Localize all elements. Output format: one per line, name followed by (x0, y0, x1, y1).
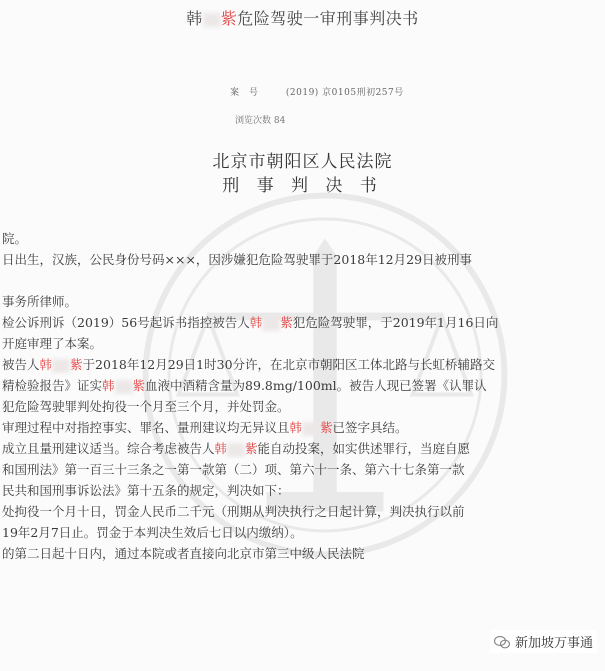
case-number (230, 85, 404, 98)
text-line (0, 459, 605, 480)
watermark-text: 新加坡万事通 (514, 636, 593, 651)
line-text: 被告人 (2, 357, 40, 372)
text-line (0, 417, 605, 438)
line-text: 犯危险驾驶罪判处拘役一个月至三个月，并处罚金。 (2, 399, 290, 414)
wechat-icon (494, 635, 510, 649)
line-text: 民共和国刑事诉讼法》第十五条的规定，判决如下： (2, 483, 290, 498)
text-line (0, 333, 605, 354)
defendant-name: 紫 (132, 378, 146, 393)
defendant-name: 紫 (320, 420, 333, 435)
defendant-name: 紫 (245, 441, 258, 456)
text-line (0, 375, 605, 396)
case-number-value: (2019) 京0105刑初257号 (285, 88, 404, 98)
line-text: 已签字具结。 (332, 420, 408, 435)
text-line (0, 270, 605, 291)
text-line (0, 312, 605, 333)
line-text: 事务所律师。 (2, 294, 78, 309)
line-text: 能自动投案，如实供述罪行，当庭自愿 (257, 441, 471, 456)
line-text: 审理过程中对指控事实、罪名、量刑建议均无异议且 (2, 420, 290, 435)
defendant-name: 韩 (102, 378, 115, 393)
line-text: 犯危险驾驶罪，于2019年1月16日向 (292, 315, 499, 330)
text-line (0, 354, 605, 375)
redaction (52, 359, 70, 373)
line-text: 处拘役一个月十日，罚金人民币二千元（刑期从判决执行之日起计算，判决执行以前 (2, 504, 465, 519)
line-text: 日出生，汉族，公民身份号码×××，因涉嫌犯危险驾驶罪于2018年12月29日被刑事 (2, 252, 473, 267)
title-suffix: 危险驾驶一审刑事判决书 (237, 9, 419, 28)
line-text: 血液中酒精含量为89.8mg/100ml。被告人现已签署《认罪认 (145, 378, 487, 393)
redaction (262, 317, 280, 331)
title-prefix: 韩 (186, 9, 203, 28)
defendant-name: 紫 (70, 357, 83, 372)
line-text: 成立且量刑建议适当。综合考虑被告人 (2, 441, 215, 456)
text-line (0, 501, 605, 522)
defendant-name: 韩 (289, 420, 303, 435)
line-text: 检公诉刑诉（2019）56号起诉书指控被告人 (2, 315, 250, 330)
line-text: 的第二日起十日内，通过本院或者直接向北京市第三中级人民法院 (2, 546, 365, 561)
line-text: 19年2月7日止。罚金于本判决生效后七日以内缴纳）。 (2, 525, 303, 540)
title-highlight: 紫 (220, 9, 238, 28)
redaction (302, 422, 320, 436)
text-line (0, 480, 605, 501)
line-text: 开庭审理了本案。 (2, 336, 103, 351)
document-type: 刑 事 判 决 书 (222, 176, 383, 196)
defendant-name: 韩 (214, 441, 228, 456)
text-line (0, 543, 605, 564)
defendant-name: 紫 (280, 315, 293, 330)
text-line (0, 228, 605, 249)
line-text: 院。 (2, 231, 28, 246)
line-text: 和国刑法》第一百三十三条之一第一款第（二）项、第六十一条、第六十七条第一款 (2, 462, 465, 477)
court-name: 北京市朝阳区人民法院 (212, 152, 393, 172)
view-count-value: 84 (273, 116, 286, 126)
line-text: 精检验报告》证实 (2, 378, 103, 393)
view-count (235, 113, 285, 126)
text-line (0, 522, 605, 543)
defendant-name: 韩 (249, 315, 263, 330)
text-line (0, 396, 605, 417)
judgment-body (0, 228, 605, 564)
text-line (0, 291, 605, 312)
redaction (115, 380, 133, 394)
view-count-label: 浏览次数 (235, 116, 272, 126)
redaction (227, 443, 245, 457)
account-watermark (490, 630, 597, 653)
page-title (0, 6, 605, 29)
line-text: 于2018年12月29日1时30分许，在北京市朝阳区工体北路与长虹桥辅路交 (82, 357, 496, 372)
redaction (203, 13, 221, 27)
text-line (0, 249, 605, 270)
text-line (0, 438, 605, 459)
case-number-label: 案 号 (230, 88, 259, 98)
defendant-name: 韩 (39, 357, 53, 372)
